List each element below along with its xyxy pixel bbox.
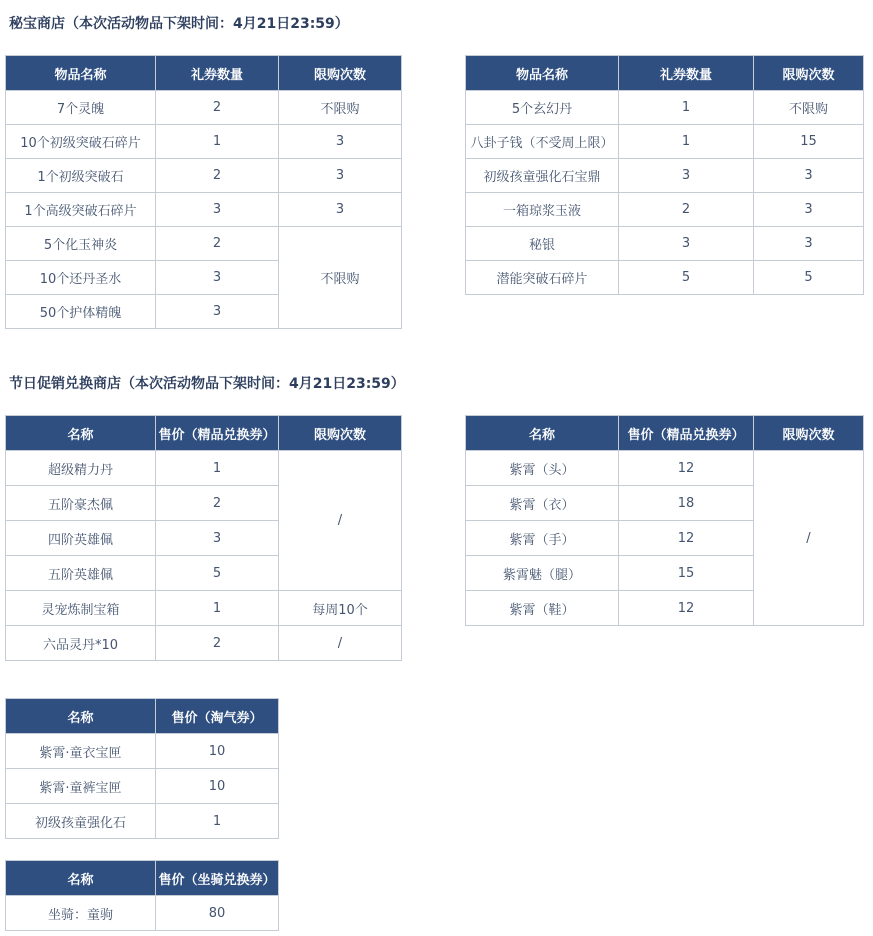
table-row bbox=[6, 125, 402, 159]
table-row bbox=[466, 125, 864, 159]
price: 3 bbox=[156, 521, 279, 556]
header-limit: 限购次数 bbox=[279, 416, 402, 451]
festival-shop-table-left bbox=[5, 415, 402, 661]
header-price: 售价（精品兑换券） bbox=[156, 416, 279, 451]
limit: 3 bbox=[279, 193, 402, 227]
table-row bbox=[6, 896, 279, 931]
table-row bbox=[466, 159, 864, 193]
item-name: 5个化玉神炎 bbox=[6, 227, 156, 261]
coupon-count: 3 bbox=[619, 227, 754, 261]
limit: 3 bbox=[754, 193, 864, 227]
item-name: 1个高级突破石碎片 bbox=[6, 193, 156, 227]
merged-limit: / bbox=[279, 451, 402, 591]
coupon-count: 2 bbox=[156, 159, 279, 193]
secret-shop-table-left bbox=[5, 55, 402, 329]
header-limit: 限购次数 bbox=[754, 416, 864, 451]
coupon-count: 3 bbox=[156, 295, 279, 329]
coupon-count: 3 bbox=[156, 193, 279, 227]
header-name: 名称 bbox=[6, 416, 156, 451]
price: 18 bbox=[619, 486, 754, 521]
item-name: 50个护体精魄 bbox=[6, 295, 156, 329]
header-item-name: 物品名称 bbox=[466, 56, 619, 91]
taoqi-coupon-table bbox=[5, 698, 279, 839]
item-name: 紫霄（手） bbox=[466, 521, 619, 556]
limit: / bbox=[279, 626, 402, 661]
secret-shop-title: 秘宝商店（本次活动物品下架时间：4月21日23:59） bbox=[9, 16, 349, 32]
price: 15 bbox=[619, 556, 754, 591]
price: 1 bbox=[156, 451, 279, 486]
header-coupon-count: 礼券数量 bbox=[619, 56, 754, 91]
item-name: 初级孩童强化石 bbox=[6, 804, 156, 839]
item-name: 潜能突破石碎片 bbox=[466, 261, 619, 295]
header-name: 名称 bbox=[6, 861, 156, 896]
table-row bbox=[6, 193, 402, 227]
item-name: 四阶英雄佩 bbox=[6, 521, 156, 556]
item-name: 超级精力丹 bbox=[6, 451, 156, 486]
price: 12 bbox=[619, 451, 754, 486]
price: 10 bbox=[156, 734, 279, 769]
limit: 3 bbox=[279, 159, 402, 193]
table-row bbox=[6, 591, 402, 626]
header-name: 名称 bbox=[466, 416, 619, 451]
price: 1 bbox=[156, 804, 279, 839]
price: 1 bbox=[156, 591, 279, 626]
item-name: 10个初级突破石碎片 bbox=[6, 125, 156, 159]
table-row bbox=[6, 734, 279, 769]
table-row bbox=[466, 227, 864, 261]
coupon-count: 3 bbox=[156, 261, 279, 295]
price: 2 bbox=[156, 626, 279, 661]
table-row bbox=[466, 193, 864, 227]
table-row bbox=[6, 626, 402, 661]
item-name: 八卦子钱（不受周上限） bbox=[466, 125, 619, 159]
header-item-name: 物品名称 bbox=[6, 56, 156, 91]
festival-shop-title: 节日促销兑换商店（本次活动物品下架时间：4月21日23:59） bbox=[9, 376, 405, 392]
table-row bbox=[6, 91, 402, 125]
limit: 5 bbox=[754, 261, 864, 295]
price: 5 bbox=[156, 556, 279, 591]
item-name: 五阶豪杰佩 bbox=[6, 486, 156, 521]
limit: 3 bbox=[279, 125, 402, 159]
limit: 每周10个 bbox=[279, 591, 402, 626]
limit: 不限购 bbox=[279, 91, 402, 125]
coupon-count: 2 bbox=[156, 91, 279, 125]
coupon-count: 2 bbox=[156, 227, 279, 261]
item-name: 紫霄·童裤宝匣 bbox=[6, 769, 156, 804]
item-name: 5个玄幻丹 bbox=[466, 91, 619, 125]
coupon-count: 5 bbox=[619, 261, 754, 295]
limit: 15 bbox=[754, 125, 864, 159]
item-name: 秘银 bbox=[466, 227, 619, 261]
item-name: 初级孩童强化石宝鼎 bbox=[466, 159, 619, 193]
table-row bbox=[6, 769, 279, 804]
item-name: 紫霄（衣） bbox=[466, 486, 619, 521]
table-row bbox=[466, 91, 864, 125]
festival-shop-table-right bbox=[465, 415, 864, 626]
header-price: 售价（坐骑兑换券） bbox=[156, 861, 279, 896]
item-name: 1个初级突破石 bbox=[6, 159, 156, 193]
coupon-count: 1 bbox=[619, 91, 754, 125]
header-price: 售价（淘气券） bbox=[156, 699, 279, 734]
price: 12 bbox=[619, 591, 754, 626]
limit: 3 bbox=[754, 227, 864, 261]
merged-limit: / bbox=[754, 451, 864, 626]
item-name: 紫霄魅（腿） bbox=[466, 556, 619, 591]
item-name: 紫霄（头） bbox=[466, 451, 619, 486]
mount-coupon-table bbox=[5, 860, 279, 931]
item-name: 紫霄·童衣宝匣 bbox=[6, 734, 156, 769]
item-name: 灵宠炼制宝箱 bbox=[6, 591, 156, 626]
item-name: 一箱琼浆玉液 bbox=[466, 193, 619, 227]
item-name: 7个灵魄 bbox=[6, 91, 156, 125]
table-row bbox=[466, 261, 864, 295]
secret-shop-table-right bbox=[465, 55, 864, 295]
header-name: 名称 bbox=[6, 699, 156, 734]
limit: 不限购 bbox=[754, 91, 864, 125]
item-name: 五阶英雄佩 bbox=[6, 556, 156, 591]
table-row bbox=[466, 451, 864, 486]
item-name: 紫霄（鞋） bbox=[466, 591, 619, 626]
coupon-count: 1 bbox=[619, 125, 754, 159]
header-limit: 限购次数 bbox=[279, 56, 402, 91]
item-name: 10个还丹圣水 bbox=[6, 261, 156, 295]
coupon-count: 2 bbox=[619, 193, 754, 227]
header-limit: 限购次数 bbox=[754, 56, 864, 91]
price: 10 bbox=[156, 769, 279, 804]
table-row bbox=[6, 227, 402, 261]
table-row bbox=[6, 804, 279, 839]
table-row bbox=[6, 451, 402, 486]
price: 12 bbox=[619, 521, 754, 556]
price: 2 bbox=[156, 486, 279, 521]
coupon-count: 3 bbox=[619, 159, 754, 193]
header-price: 售价（精品兑换券） bbox=[619, 416, 754, 451]
item-name: 六品灵丹*10 bbox=[6, 626, 156, 661]
limit: 3 bbox=[754, 159, 864, 193]
item-name: 坐骑：童驹 bbox=[6, 896, 156, 931]
table-row bbox=[6, 159, 402, 193]
coupon-count: 1 bbox=[156, 125, 279, 159]
merged-limit: 不限购 bbox=[279, 227, 402, 329]
header-coupon-count: 礼券数量 bbox=[156, 56, 279, 91]
price: 80 bbox=[156, 896, 279, 931]
